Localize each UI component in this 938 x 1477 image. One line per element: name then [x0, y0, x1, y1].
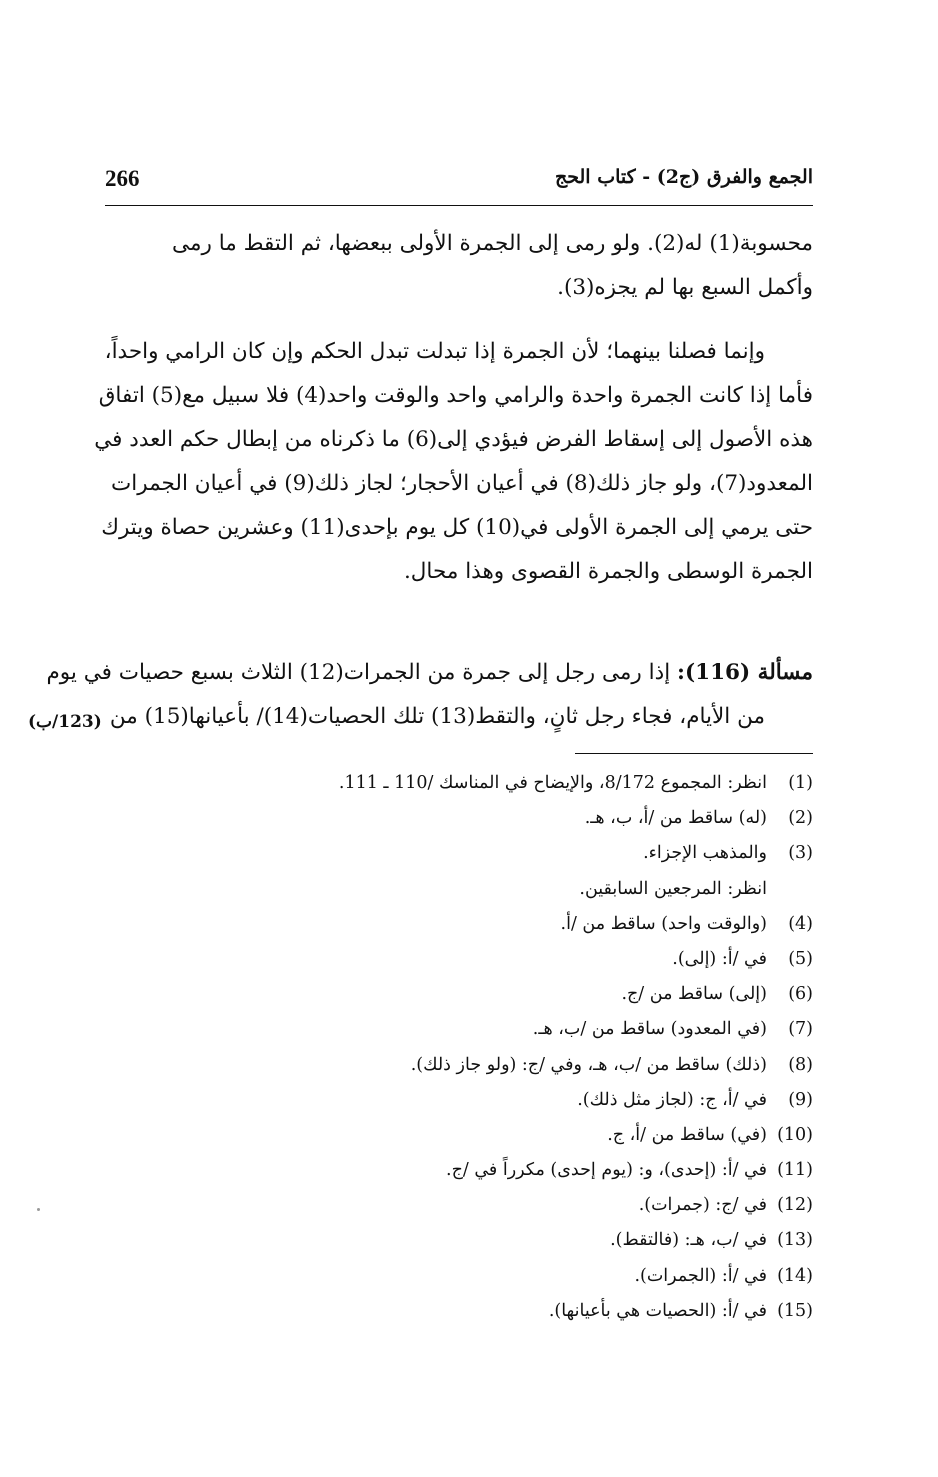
footnote-number: (6) [788, 984, 813, 1005]
footnote-number: (1) [788, 773, 813, 793]
text-line: المعدود(7)، ولو جاز ذلك(8) في أعيان الأحجار؛ لجاز ذلك(9) في أعيان الجمرات [111, 471, 813, 496]
footnotes [105, 766, 813, 1329]
footnote [105, 836, 813, 871]
text-line: هذه الأصول إلى إسقاط الفرض فيؤدي إلى(6) ما ذكرناه من إبطال حكم العدد في [94, 427, 813, 452]
footnote [105, 1153, 813, 1188]
footnote-number: (5) [788, 948, 813, 969]
footnote [105, 1188, 813, 1223]
footnote [105, 1294, 813, 1329]
footnote [105, 942, 813, 977]
footnote-text: في /ج: (جمرات). [638, 1195, 767, 1216]
paragraph-1 [105, 222, 813, 310]
header-rule [105, 205, 813, 206]
footnote [105, 766, 813, 801]
footnote-continuation [105, 872, 813, 907]
paragraph-2 [94, 330, 813, 594]
text-line: وأكمل السبع بها لم يجزه(3). [557, 275, 813, 300]
footnote-number: (11) [777, 1160, 813, 1181]
footnote [105, 1012, 813, 1047]
footnote-number: (2) [788, 808, 813, 829]
footnote-number: (9) [788, 1089, 813, 1110]
footnote [105, 977, 813, 1012]
footnote-number: (15) [777, 1300, 813, 1321]
footnote [105, 1223, 813, 1258]
footnote-text: (ذلك) ساقط من /ب، هـ، وفي /ج: (ولو جاز ذلك). [410, 1054, 767, 1075]
footnote [105, 801, 813, 836]
footnote-rule [575, 753, 813, 754]
footnote [105, 1259, 813, 1294]
text-line: الجمرة الوسطى والجمرة القصوى وهذا محال. [403, 559, 813, 584]
footnote-text: في /أ: (الحصيات هي بأعيانها). [548, 1300, 767, 1321]
footnote-number: (14) [777, 1265, 813, 1286]
page-number: 266 [105, 166, 140, 191]
footnote-text: (في المعدود) ساقط من /ب، هـ. [532, 1019, 767, 1040]
footnote-text: (إلى) ساقط من /ج. [621, 984, 767, 1005]
footnote [105, 1118, 813, 1153]
text-line: وإنما فصلنا بينهما؛ لأن الجمرة إذا تبدلت تبدل الحكم وإن كان الرامي واحداً، [104, 339, 765, 364]
footnote-text: في /أ: (إحدى)، و: (يوم إحدى) مكرراً في /ج. [446, 1160, 767, 1181]
issue-text: إذا رمى رجل إلى جمرة من الجمرات(12) الثلاث بسبع حصيات في يوم [46, 660, 671, 685]
footnote-text: في /أ، ج: (لجاز مثل ذلك). [577, 1089, 767, 1110]
footnote-text: انظر: المجموع 8/172، والإيضاح في المناسك /110 ـ 111. [338, 773, 767, 793]
footnote-text: والمذهب الإجزاء. [643, 843, 767, 864]
footnote-number: (12) [777, 1195, 813, 1216]
footnote-number: (3) [788, 843, 813, 864]
footnote-text: (له) ساقط من /أ، ب، هـ. [584, 808, 767, 829]
margin-folio-note: (123/ب) [28, 712, 102, 732]
text-line: من الأيام، فجاء رجل ثانٍ، والتقط(13) تلك الحصيات(14)/ بأعيانها(15) من [109, 704, 765, 729]
running-title: الجمع والفرق (ج2) - كتاب الحج [554, 166, 813, 188]
footnote-text: في /أ: (إلى). [672, 948, 767, 969]
text-line [46, 651, 813, 695]
footnote-text: (والوقت واحد) ساقط من /أ. [560, 913, 767, 934]
scan-speck [37, 1208, 40, 1211]
footnote-number: (10) [777, 1124, 813, 1145]
footnote [105, 1048, 813, 1083]
footnote-text: في /أ: (الجمرات). [634, 1265, 767, 1286]
footnote-number: (13) [777, 1230, 813, 1251]
issue-label: مسألة (116): [677, 660, 813, 685]
footnote-text: انظر: المرجعين السابقين. [579, 878, 767, 899]
footnote-number: (8) [788, 1054, 813, 1075]
footnote-number: (4) [788, 913, 813, 934]
footnote [105, 907, 813, 942]
text-line: حتى يرمي إلى الجمرة الأولى في(10) كل يوم بإحدى(11) وعشرين حصاة ويترك [101, 515, 813, 540]
footnote [105, 1083, 813, 1118]
footnote-text: في /ب، هـ: (فالتقط). [610, 1230, 767, 1251]
footnote-number: (7) [788, 1019, 813, 1040]
text-line: فأما إذا كانت الجمرة واحدة والرامي واحد والوقت واحد(4) فلا سبيل مع(5) اتفاق [98, 383, 813, 408]
page-header [105, 160, 813, 200]
footnote-text: (في) ساقط من /أ، ج. [607, 1124, 767, 1145]
text-line: محسوبة(1) له(2). ولو رمى إلى الجمرة الأولى ببعضها، ثم التقط ما رمى [172, 231, 813, 256]
